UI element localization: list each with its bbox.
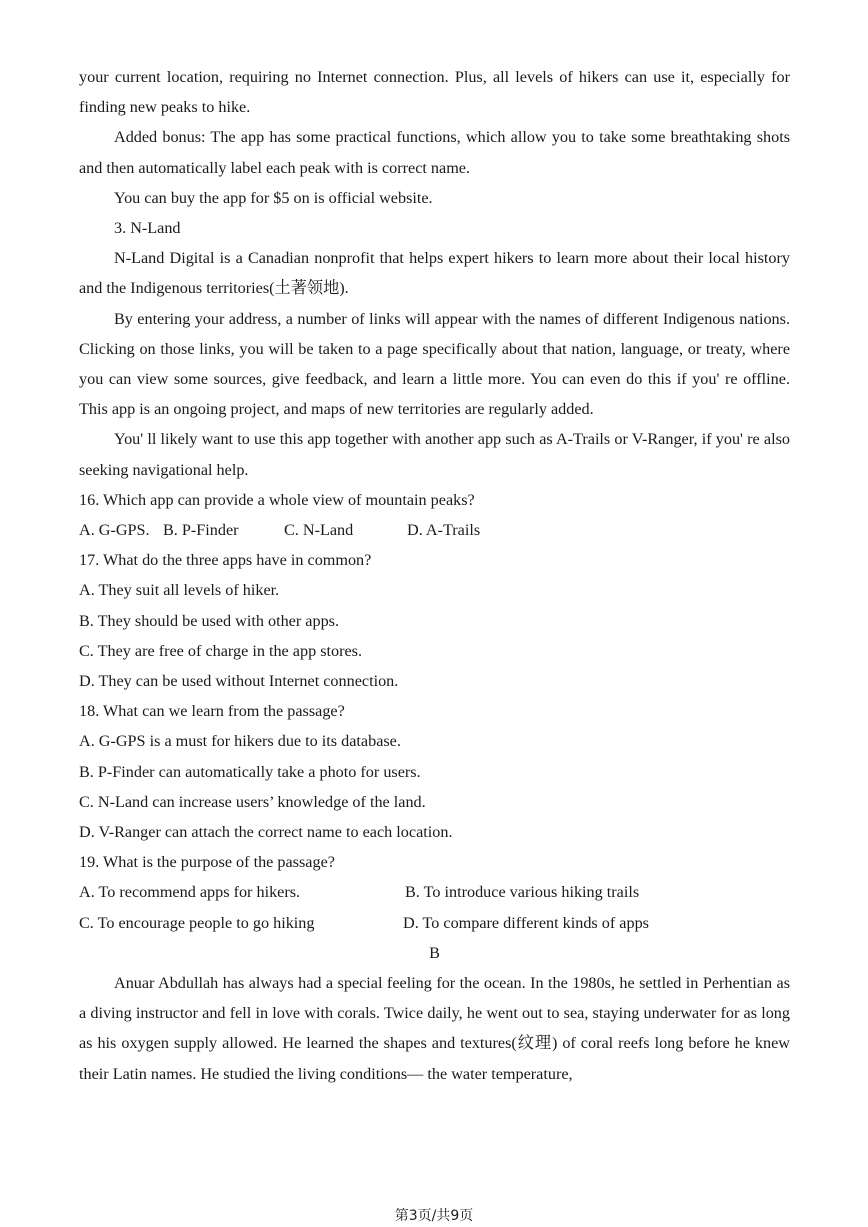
question-18-option-b: B. P-Finder can automatically take a photo for users. <box>79 762 421 781</box>
question-19-option-b: B. To introduce various hiking trails <box>405 883 640 902</box>
paragraph-anuar-abdullah: Anuar Abdullah has always had a special feeling for the ocean. In the 1980s, he settled in Perhentian as a diving instructor and fell in love with corals. Twice daily, he went out to sea, staying underwater for as long as his oxygen supply allowed. He learned the shapes and textures(纹理) of coral reefs long before he knew their Latin names. He studied the living conditions— the water temperature, <box>79 974 790 1083</box>
question-18-stem: 18. What can we learn from the passage? <box>79 702 345 721</box>
question-16-option-d: D. A-Trails <box>407 521 481 540</box>
question-16-option-c: C. N-Land <box>284 521 354 540</box>
question-18-option-a: A. G-GPS is a must for hikers due to its database. <box>79 732 401 751</box>
question-17-option-b: B. They should be used with other apps. <box>79 611 340 630</box>
paragraph-continued: your current location, requiring no Internet connection. Plus, all levels of hikers can use it, especially for finding new peaks to hike. <box>79 68 790 117</box>
page-number-footer: 第3页/共9页 <box>394 1208 474 1224</box>
question-16-option-b: B. P-Finder <box>163 521 239 540</box>
question-17-stem: 17. What do the three apps have in common? <box>79 551 372 570</box>
question-17-option-a: A. They suit all levels of hiker. <box>79 581 280 600</box>
question-17-option-c: C. They are free of charge in the app stores. <box>79 641 363 660</box>
question-19-option-d: D. To compare different kinds of apps <box>403 913 649 932</box>
question-16-option-a: A. G-GPS. <box>79 521 150 540</box>
question-19-stem: 19. What is the purpose of the passage? <box>79 853 335 872</box>
paragraph-n-land-links: By entering your address, a number of links will appear with the names of different Indigenous nations. Clicking on those links, you will be taken to a page specifically about that nation, language, or treaty, where you can view some sources, give feedback, and learn a little more. You can even do this if you' re offline. This app is an ongoing project, and maps of new territories are regularly added. <box>79 309 790 419</box>
question-16-options <box>79 515 790 545</box>
paragraph-n-land-intro: N-Land Digital is a Canadian nonprofit that helps expert hikers to learn more about their local history and the Indigenous territories(土著领地). <box>79 249 790 298</box>
question-16-stem: 16. Which app can provide a whole view of mountain peaks? <box>79 490 475 509</box>
question-19-options-row-1 <box>79 877 790 907</box>
question-19-options-row-2 <box>79 908 790 938</box>
section-letter-b: B <box>429 943 440 962</box>
document-page <box>79 62 790 1089</box>
question-17-option-d: D. They can be used without Internet connection. <box>79 672 399 691</box>
question-18-option-c: C. N-Land can increase users’ knowledge of the land. <box>79 792 426 811</box>
section-heading-n-land: 3. N-Land <box>114 219 181 238</box>
paragraph-n-land-usage: You' ll likely want to use this app together with another app such as A-Trails or V-Ranger, if you' re also seeking navigational help. <box>79 430 790 479</box>
paragraph-added-bonus: Added bonus: The app has some practical functions, which allow you to take some breathtaking shots and then automatically label each peak with is correct name. <box>79 128 790 177</box>
question-19-option-a: A. To recommend apps for hikers. <box>79 883 301 902</box>
paragraph-buy-app: You can buy the app for $5 on is official website. <box>114 188 433 207</box>
question-18-option-d: D. V-Ranger can attach the correct name to each location. <box>79 823 453 842</box>
question-19-option-c: C. To encourage people to go hiking <box>79 913 315 932</box>
